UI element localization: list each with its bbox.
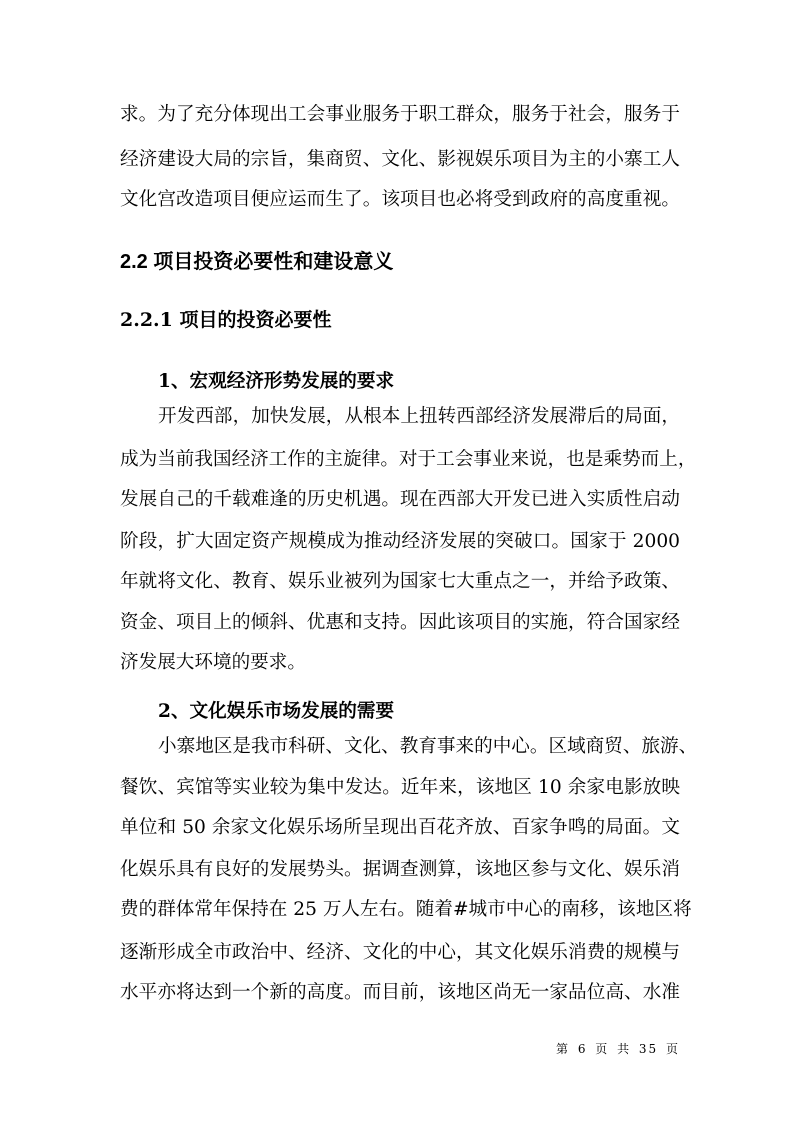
item-heading: 2、文化娱乐市场发展的需要 — [158, 701, 395, 722]
paragraph-line: 小寨地区是我市科研、文化、教育事来的中心。区域商贸、旅游、 — [158, 736, 698, 757]
paragraph-line: 年就将文化、教育、娱乐业被列为国家七大重点之一，并给予政策、 — [120, 571, 680, 592]
paragraph-line: 济发展大环境的要求。 — [120, 652, 306, 673]
paragraph-line: 逐渐形成全市政治中、经济、文化的中心，其文化娱乐消费的规模与 — [120, 942, 680, 963]
paragraph-line: 开发西部，加快发展，从根本上扭转西部经济发展滞后的局面， — [158, 406, 680, 427]
paragraph-line: 文化宫改造项目便应运而生了。该项目也必将受到政府的高度重视。 — [120, 189, 680, 210]
paragraph-line: 求。为了充分体现出工会事业服务于职工群众，服务于社会，服务于 — [120, 104, 680, 125]
paragraph-line: 经济建设大局的宗旨，集商贸、文化、影视娱乐项目为主的小寨工人 — [120, 149, 680, 170]
paragraph-line: 餐饮、宾馆等实业较为集中发达。近年来，该地区 10 余家电影放映 — [120, 777, 680, 798]
paragraph-line: 单位和 50 余家文化娱乐场所呈现出百花齐放、百家争鸣的局面。文 — [120, 817, 680, 838]
item-heading: 1、宏观经济形势发展的要求 — [158, 371, 395, 392]
paragraph-line: 成为当前我国经济工作的主旋律。对于工会事业来说，也是乘势而上， — [120, 449, 697, 470]
page-number-footer: 第 6 页 共 35 页 — [556, 1042, 680, 1056]
paragraph-line: 化娱乐具有良好的发展势头。据调查测算，该地区参与文化、娱乐消 — [120, 859, 680, 880]
paragraph-line: 资金、项目上的倾斜、优惠和支持。因此该项目的实施，符合国家经 — [120, 612, 680, 633]
paragraph-line: 发展自己的千载难逢的历史机遇。现在西部大开发已进入实质性启动 — [120, 489, 680, 510]
paragraph-line: 费的群体常年保持在 25 万人左右。随着#城市中心的南移，该地区将 — [120, 899, 692, 920]
subsection-heading: 2.2.1 项目的投资必要性 — [120, 309, 332, 331]
section-heading: 2.2 项目投资必要性和建设意义 — [120, 251, 394, 273]
paragraph-line: 阶段，扩大固定资产规模成为推动经济发展的突破口。国家于 2000 — [120, 531, 680, 552]
paragraph-line: 水平亦将达到一个新的高度。而目前，该地区尚无一家品位高、水准 — [120, 982, 680, 1003]
